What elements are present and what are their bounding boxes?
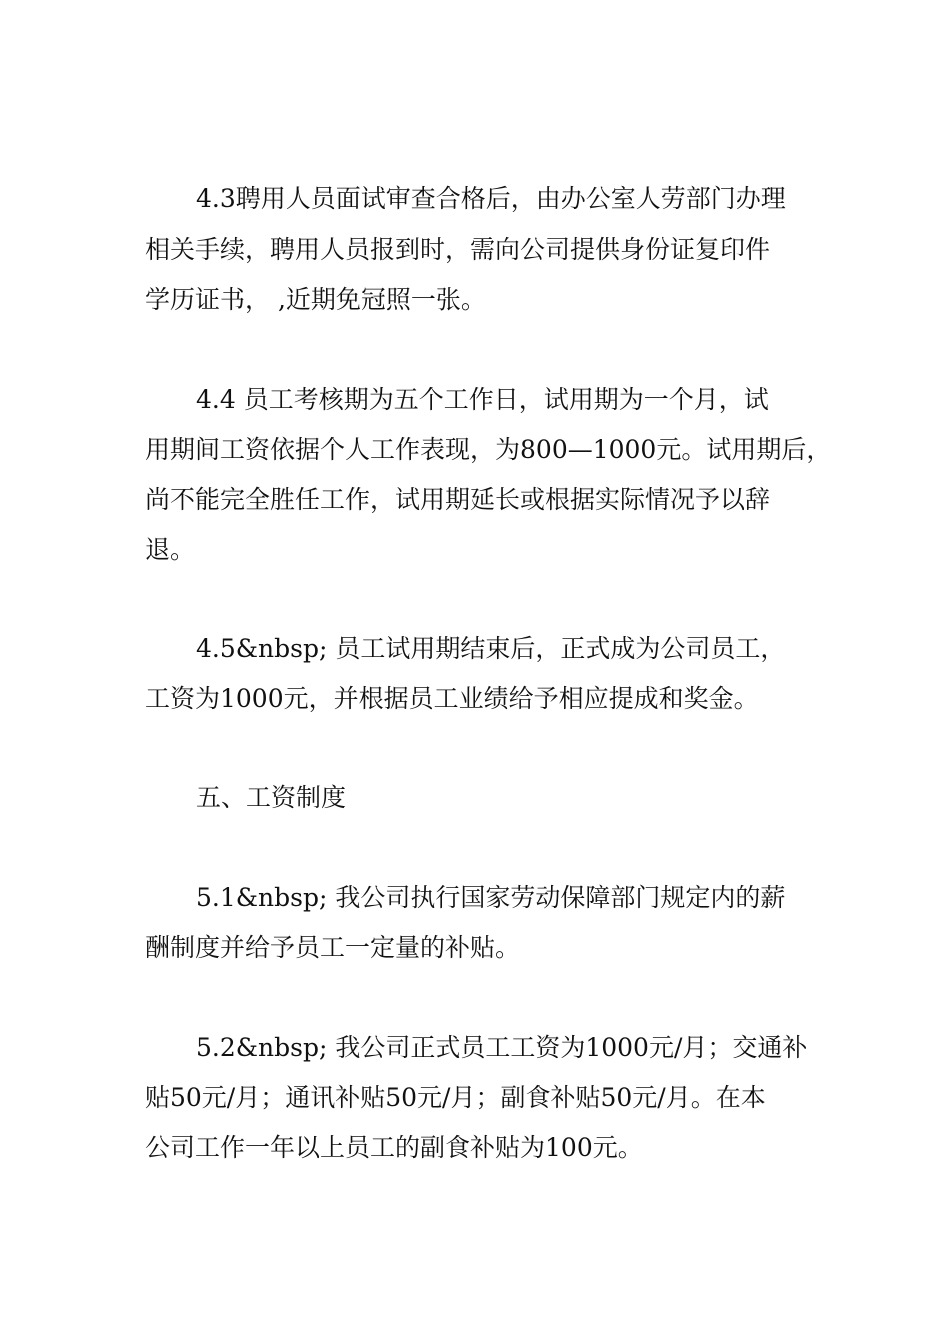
paragraph-5-2-line-3: 公司工作一年以上员工的副食补贴为100元。: [145, 1133, 643, 1162]
paragraph-4-4-line-1: 4.4 员工考核期为五个工作日，试用期为一个月，试: [196, 385, 769, 414]
paragraph-4-5-line-2: 工资为1000元，并根据员工业绩给予相应提成和奖金。: [145, 684, 759, 713]
paragraph-5-2-line-2: 贴50元/月；通讯补贴50元/月；副食补贴50元/月。在本: [145, 1083, 766, 1112]
paragraph-5-2-line-1: 5.2&nbsp; 我公司正式员工工资为1000元/月；交通补: [196, 1033, 808, 1062]
paragraph-5-1-line-2: 酬制度并给予员工一定量的补贴。: [145, 933, 521, 962]
paragraph-4-4-line-3: 尚不能完全胜任工作，试用期延长或根据实际情况予以辞: [145, 485, 771, 514]
paragraph-4-3-line-3: 学历证书， ,近期免冠照一张。: [145, 285, 486, 314]
paragraph-4-4-line-4: 退。: [145, 535, 196, 564]
section-heading-5: 五、工资制度: [196, 783, 347, 812]
paragraph-4-3-line-2: 相关手续，聘用人员报到时，需向公司提供身份证复印件: [145, 235, 771, 264]
paragraph-5-1-line-1: 5.1&nbsp; 我公司执行国家劳动保障部门规定内的薪: [196, 883, 786, 912]
paragraph-4-5-line-1: 4.5&nbsp; 员工试用期结束后，正式成为公司员工，: [196, 634, 786, 663]
paragraph-4-3-line-1: 4.3聘用人员面试审查合格后，由办公室人劳部门办理: [196, 184, 786, 213]
paragraph-4-4-line-2: 用期间工资依据个人工作表现，为800—1000元。试用期后，: [145, 435, 832, 464]
